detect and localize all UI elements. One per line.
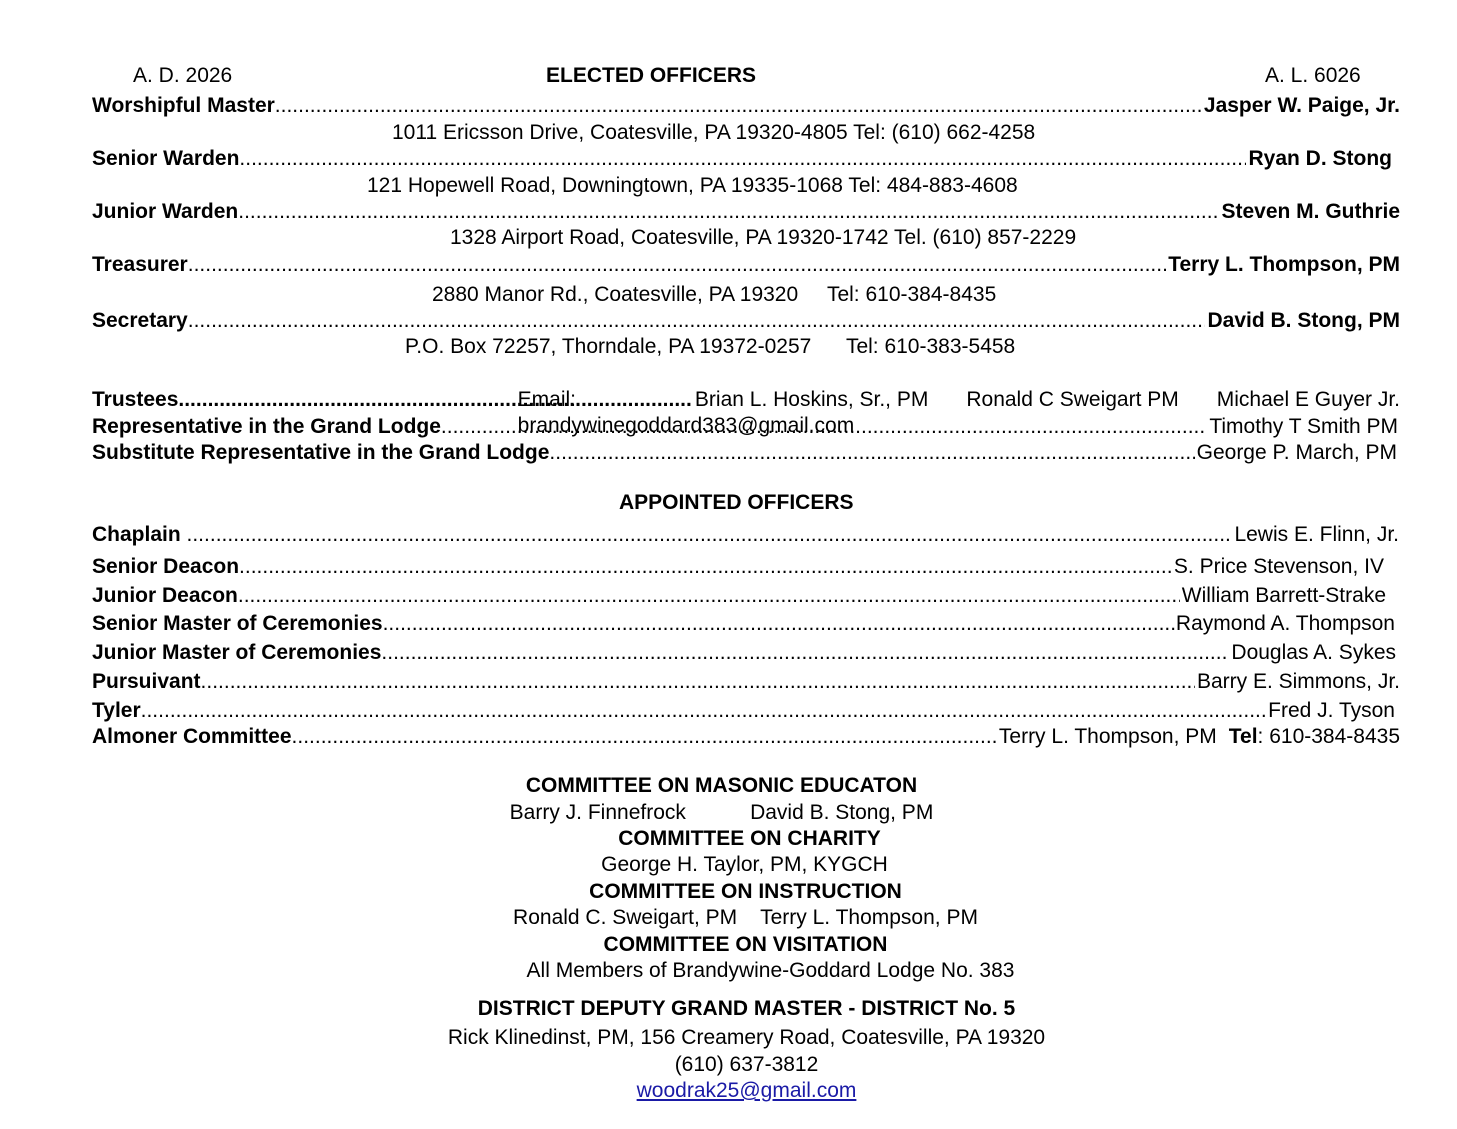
- officer-name: Steven M. Guthrie: [1221, 200, 1400, 223]
- officer-address: P.O. Box 72257, Thorndale, PA 19372-0257 Tel: 610-383-5458: [405, 335, 1016, 358]
- dot-leader: [188, 308, 1206, 334]
- officer-address: 121 Hopewell Road, Downingtown, PA 19335-1068 Tel: 484-883-4608: [367, 174, 1018, 197]
- dot-leader: [188, 252, 1166, 278]
- officer-row-senior-warden: [92, 146, 1392, 172]
- trustees-title: Trustees: [92, 388, 179, 411]
- officer-row-pursuivant: [92, 669, 1400, 695]
- dot-leader: [239, 146, 1246, 172]
- representative-row: [92, 414, 1398, 440]
- officer-row-almoner-committee: [92, 724, 1400, 750]
- dot-leader: [238, 199, 1219, 225]
- officer-title: Senior Master of Ceremonies: [92, 612, 383, 635]
- officer-name: William Barrett-Strake: [1181, 584, 1386, 607]
- officer-name: Terry L. Thompson, PM: [1168, 253, 1400, 276]
- dot-leader: [201, 669, 1195, 695]
- officer-title: Junior Deacon: [92, 584, 238, 607]
- officer-row-tyler: [92, 698, 1395, 724]
- officer-row-chaplain: [92, 522, 1399, 548]
- officer-address: 2880 Manor Rd., Coatesville, PA 19320 Tel: 610-384-8435: [432, 283, 997, 306]
- officer-row-treasurer: [92, 252, 1400, 278]
- dot-leader: [292, 724, 999, 750]
- district-deputy-phone: (610) 637-3812: [674, 1053, 819, 1076]
- district-deputy-heading: DISTRICT DEPUTY GRAND MASTER - DISTRICT No. 5: [477, 997, 1016, 1020]
- officer-name: David B. Stong, PM: [1207, 309, 1400, 332]
- committee-members: All Members of Brandywine-Goddard Lodge No. 383: [526, 959, 1015, 982]
- officer-name: Barry E. Simmons, Jr.: [1196, 670, 1400, 693]
- officer-row-senior-master-of-ceremonies: [92, 611, 1395, 637]
- officer-title: Senior Deacon: [92, 555, 240, 578]
- officer-row-junior-master-of-ceremonies: [92, 640, 1396, 666]
- officer-address: 1011 Ericsson Drive, Coatesville, PA 19320-4805 Tel: (610) 662-4258: [392, 121, 1036, 144]
- email-label: Email:: [517, 388, 577, 411]
- secretary-email[interactable]: brandywinegoddard383@gmail.com: [517, 414, 855, 437]
- dot-leader: [141, 698, 1267, 724]
- officer-title: Pursuivant: [92, 670, 201, 693]
- tel-number: : 610-384-8435: [1257, 725, 1400, 748]
- dot-leader: [178, 387, 691, 413]
- elected-officers-heading: ELECTED OFFICERS: [546, 64, 757, 87]
- dot-leader: [549, 440, 1194, 466]
- officer-name: Jasper W. Paige, Jr.: [1203, 94, 1400, 117]
- officer-name: Lewis E. Flinn, Jr.: [1234, 523, 1399, 546]
- officer-name: Timothy T Smith PM: [1209, 415, 1398, 438]
- officer-name: Douglas A. Sykes: [1231, 641, 1396, 664]
- committee-heading: COMMITTEE ON MASONIC EDUCATON: [525, 774, 918, 797]
- officer-title: Junior Master of Ceremonies: [92, 641, 382, 664]
- dot-leader: [275, 93, 1202, 119]
- officer-row-secretary: [92, 308, 1400, 334]
- al-year: A. L. 6026: [1265, 64, 1361, 87]
- officer-row-junior-warden: [92, 199, 1400, 225]
- dot-leader: [187, 522, 1233, 548]
- officer-row-worshipful-master: [92, 93, 1400, 119]
- trustees-row: [92, 387, 1400, 413]
- officer-row-junior-deacon: [92, 583, 1386, 609]
- officer-title: Chaplain: [92, 523, 187, 546]
- committee-members: George H. Taylor, PM, KYGCH: [601, 853, 888, 876]
- officer-title: Tyler: [92, 699, 141, 722]
- officer-row-senior-deacon: [92, 554, 1384, 580]
- officer-name: Fred J. Tyson: [1268, 699, 1395, 722]
- dot-leader: [238, 583, 1180, 609]
- dot-leader: [239, 554, 1172, 580]
- district-deputy-email-line: [18, 1078, 1457, 1104]
- officer-title: Senior Warden: [92, 147, 240, 170]
- committee-members: Barry J. Finnefrock David B. Stong, PM: [509, 801, 934, 824]
- committee-heading: COMMITTEE ON VISITATION: [603, 933, 888, 956]
- substitute-representative-row: [92, 440, 1397, 466]
- tel-label: Tel: [1228, 725, 1258, 748]
- dot-leader: [381, 640, 1229, 666]
- dot-leader: [441, 414, 1207, 440]
- officer-address: 1328 Airport Road, Coatesville, PA 19320-1742 Tel. (610) 857-2229: [450, 226, 1077, 249]
- officer-title: Treasurer: [92, 253, 188, 276]
- officer-title: Representative in the Grand Lodge: [92, 415, 441, 438]
- officer-name: Raymond A. Thompson: [1175, 612, 1395, 635]
- officer-title: Substitute Representative in the Grand Lodge: [92, 441, 550, 464]
- committee-heading: COMMITTEE ON CHARITY: [618, 827, 881, 850]
- officer-title: Junior Warden: [92, 200, 239, 223]
- officer-title: Almoner Committee: [92, 725, 292, 748]
- officer-name: Ryan D. Stong: [1248, 147, 1392, 170]
- officer-name: Terry L. Thompson, PM: [998, 725, 1217, 748]
- committee-heading: COMMITTEE ON INSTRUCTION: [589, 880, 902, 903]
- trustee-name: Ronald C Sweigart PM: [966, 388, 1179, 411]
- dot-leader: [383, 611, 1176, 637]
- appointed-officers-heading: APPOINTED OFFICERS: [619, 491, 854, 514]
- trustee-name: Brian L. Hoskins, Sr., PM: [694, 388, 929, 411]
- district-deputy-email-link[interactable]: woodrak25@gmail.com: [636, 1079, 857, 1102]
- officer-title: Secretary: [92, 309, 188, 332]
- committee-members: Ronald C. Sweigart, PM Terry L. Thompson, PM: [513, 906, 978, 929]
- trustee-names: [691, 387, 1400, 413]
- trustee-name: Michael E Guyer Jr.: [1216, 388, 1400, 411]
- ad-year: A. D. 2026: [133, 64, 233, 87]
- officer-name: S. Price Stevenson, IV: [1173, 555, 1384, 578]
- officer-title: Worshipful Master: [92, 94, 275, 117]
- district-deputy-address: Rick Klinedinst, PM, 156 Creamery Road, Coatesville, PA 19320: [447, 1026, 1046, 1049]
- almoner-tel: [1217, 724, 1400, 750]
- officer-name: George P. March, PM: [1196, 441, 1397, 464]
